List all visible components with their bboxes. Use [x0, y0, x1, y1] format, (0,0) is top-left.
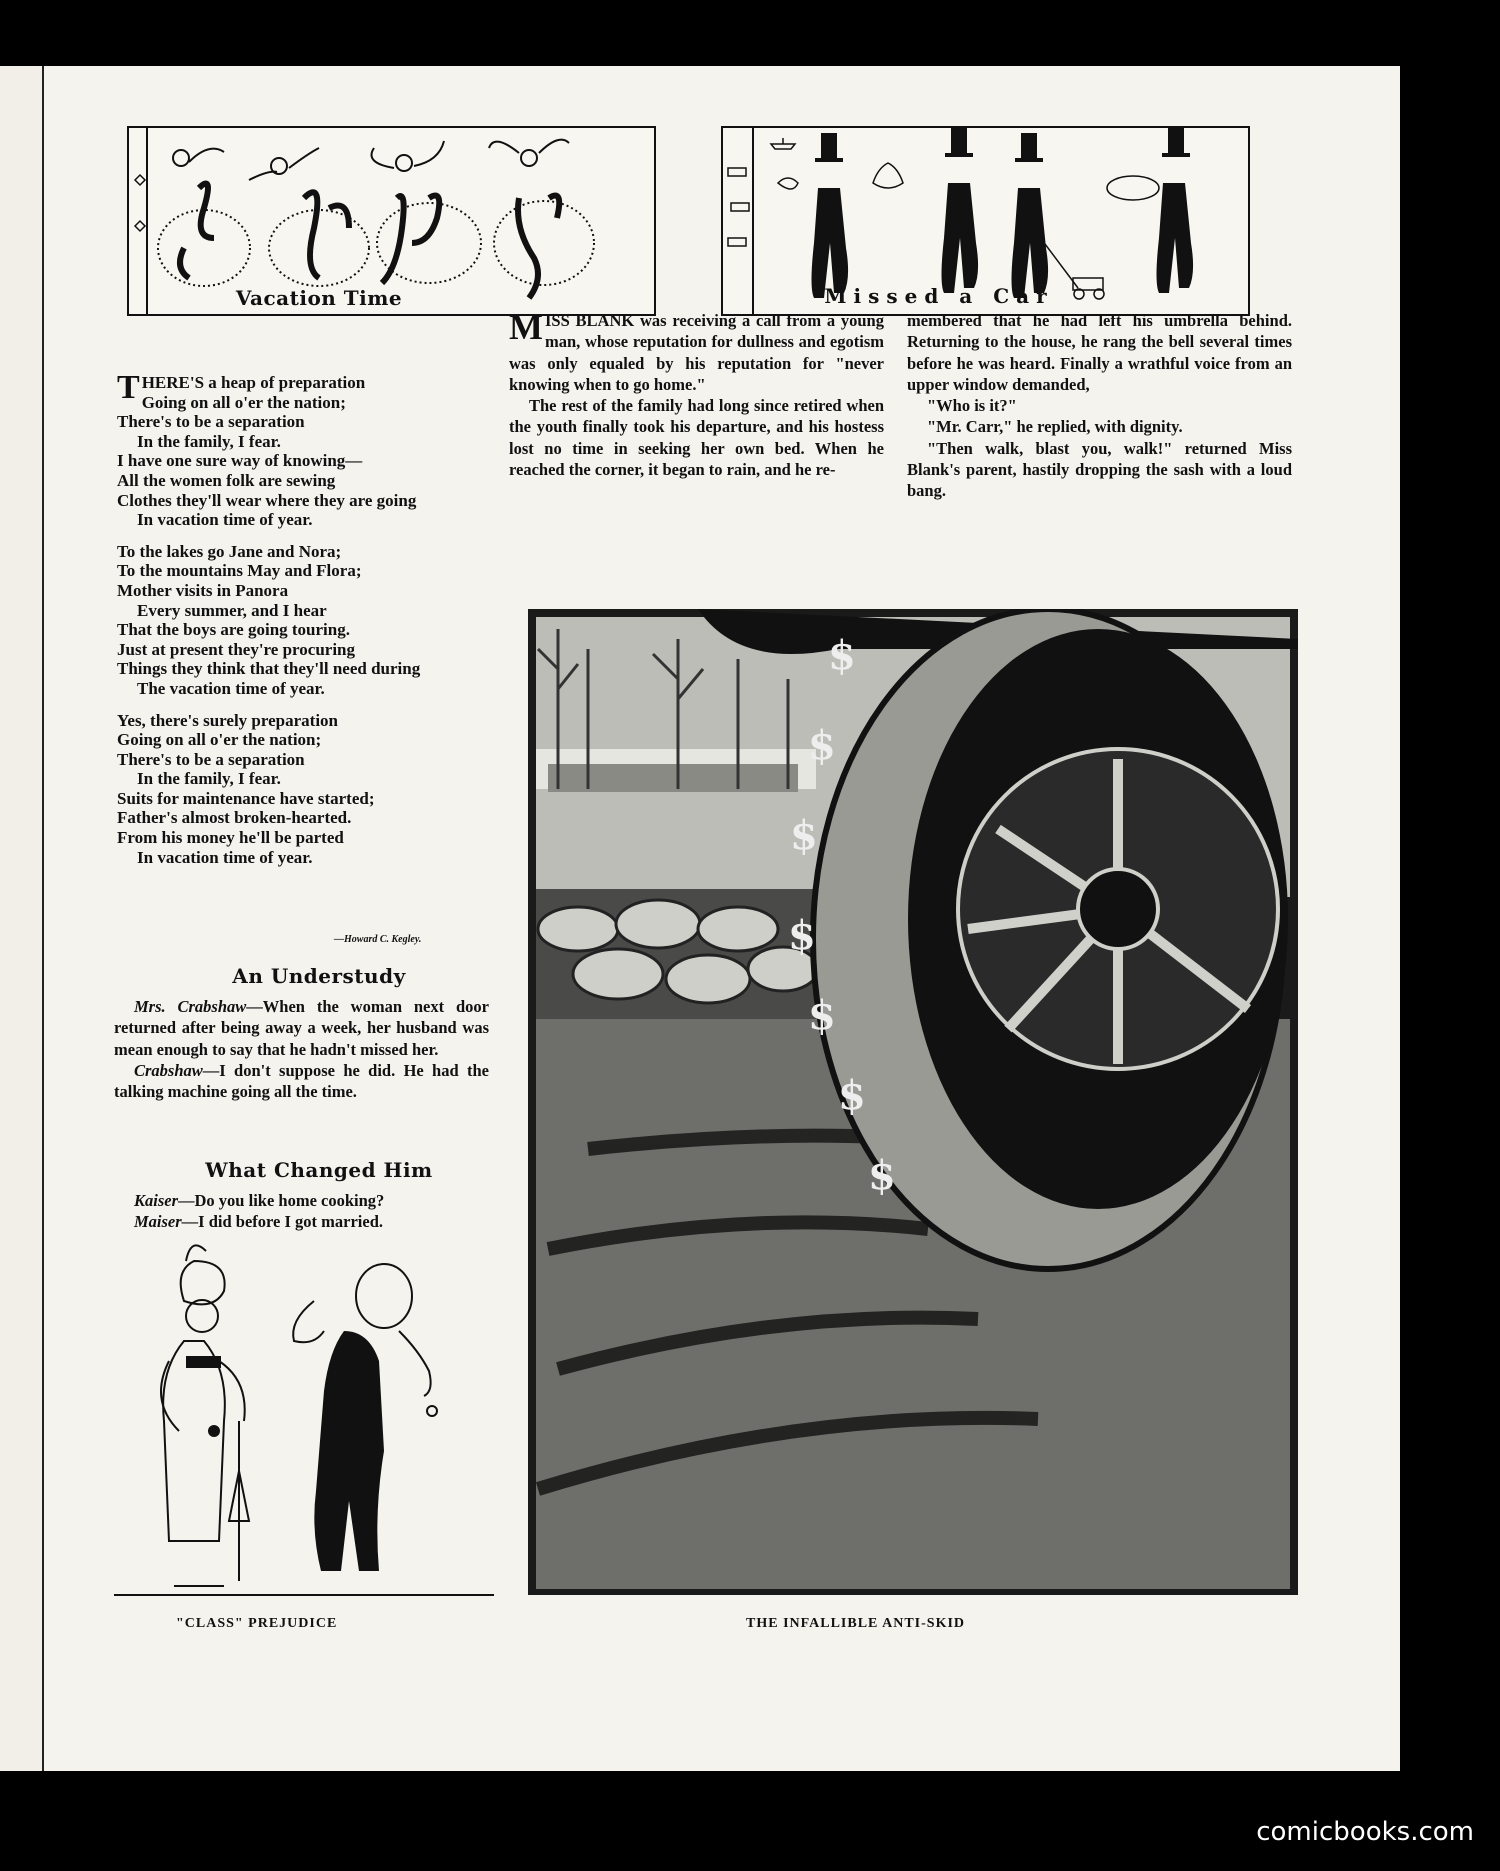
- poem-stanza-1: [117, 369, 497, 530]
- poem-line: From his money he'll be parted: [117, 828, 344, 848]
- story-paragraph: "Who is it?": [927, 396, 1017, 416]
- anti-skid-illustration: [528, 609, 1298, 1595]
- class-prejudice-illustration: [114, 1241, 494, 1606]
- poem-line: Clothes they'll wear where they are going: [117, 490, 417, 510]
- dialogue-line: —I did before I got married.: [181, 1212, 384, 1232]
- poem-line: To the mountains May and Flora;: [117, 561, 362, 581]
- poem-line: Suits for maintenance have started;: [117, 788, 375, 808]
- vacation-time-title: Vacation Time: [235, 286, 403, 310]
- story-paragraph: The rest of the family had long since retired when the youth finally took his departure, and his hostess lost no time in seeking her own bed. When he reached the corner, it began to rain, and he re-: [509, 396, 884, 480]
- poem-line: In the family, I fear.: [137, 769, 281, 789]
- poem-author-credit: —Howard C. Kegley.: [334, 934, 422, 945]
- story-paragraph: "Then walk, blast you, walk!" returned Miss Blank's parent, hastily dropping the sash with a loud bang.: [907, 438, 1292, 501]
- svg-text:$: $: [788, 912, 816, 959]
- poem-line: In vacation time of year.: [137, 510, 313, 530]
- poem-line: Going on all o'er the nation;: [141, 392, 346, 412]
- poem-line: Father's almost broken-hearted.: [117, 808, 352, 828]
- what-changed-him-text: [114, 1190, 489, 1233]
- poem-line: HERE'S a heap of preparation: [141, 373, 366, 392]
- speaker-name: Kaiser: [134, 1191, 179, 1210]
- poem-line: The vacation time of year.: [137, 678, 325, 698]
- binding-spine: [0, 66, 45, 1771]
- svg-text:$: $: [868, 1152, 896, 1199]
- vacation-time-poem: [117, 369, 497, 879]
- magazine-page: [44, 66, 1400, 1771]
- dialogue-line: —Do you like home cooking?: [178, 1191, 385, 1210]
- dialogue-line: —When the woman next door returned after being away a week, her husband was mean enough to say that he hadn't missed her.: [114, 997, 489, 1059]
- dialogue-line: —I don't suppose he did. He had the talking machine going all the time.: [114, 1060, 489, 1102]
- story-dropcap: M: [509, 307, 543, 347]
- poem-stanza-2: [117, 542, 497, 699]
- story-paragraph: membered that he had left his umbrella behind. Returning to the house, he rang the bell several times before he was heard. Finally a wrathful voice from an upper window demanded,: [907, 311, 1292, 394]
- site-watermark: comicbooks.com: [1256, 1817, 1474, 1847]
- speaker-name: Mrs. Crabshaw: [134, 997, 247, 1016]
- poem-line: Just at present they're procuring: [117, 639, 355, 659]
- understudy-title: An Understudy: [232, 964, 406, 988]
- anti-skid-caption: THE INFALLIBLE ANTI-SKID: [746, 1616, 966, 1631]
- class-prejudice-caption: "CLASS" PREJUDICE: [176, 1616, 338, 1631]
- svg-text:$: $: [828, 632, 856, 679]
- svg-text:$: $: [808, 722, 836, 769]
- svg-text:$: $: [790, 812, 818, 859]
- poem-stanza-3: [117, 711, 497, 868]
- poem-line: Every summer, and I hear: [137, 600, 327, 620]
- poem-line: There's to be a separation: [117, 412, 305, 432]
- poem-line: Mother visits in Panora: [117, 580, 289, 600]
- speaker-name: Maiser: [134, 1212, 182, 1232]
- what-changed-him-title: What Changed Him: [205, 1158, 433, 1182]
- poem-line: All the women folk are sewing: [117, 470, 336, 490]
- poem-line: In the family, I fear.: [137, 431, 281, 451]
- story-paragraph: ISS BLANK was receiving a call from a young man, whose reputation for dullness and egotism was only equaled by his reputation for "never knowing when to go home.": [509, 311, 884, 394]
- poem-line: To the lakes go Jane and Nora;: [117, 541, 342, 561]
- missed-a-car-title: Missed a Car: [824, 284, 1054, 308]
- poem-line: Going on all o'er the nation;: [117, 730, 322, 750]
- understudy-text: [114, 996, 489, 1102]
- poem-line: In vacation time of year.: [137, 847, 313, 867]
- poem-line: Things they think that they'll need during: [117, 659, 421, 679]
- svg-text:$: $: [838, 1072, 866, 1119]
- poem-dropcap: T: [117, 369, 140, 406]
- speaker-name: Crabshaw: [134, 1060, 203, 1080]
- missed-a-car-column-2: [907, 310, 1292, 502]
- poem-line: That the boys are going touring.: [117, 620, 350, 640]
- poem-line: I have one sure way of knowing—: [117, 451, 363, 471]
- missed-a-car-column-1: [509, 307, 884, 480]
- svg-text:$: $: [808, 992, 836, 1039]
- poem-line: There's to be a separation: [117, 749, 305, 769]
- story-paragraph: "Mr. Carr," he replied, with dignity.: [927, 417, 1183, 437]
- poem-line: Yes, there's surely preparation: [117, 710, 338, 730]
